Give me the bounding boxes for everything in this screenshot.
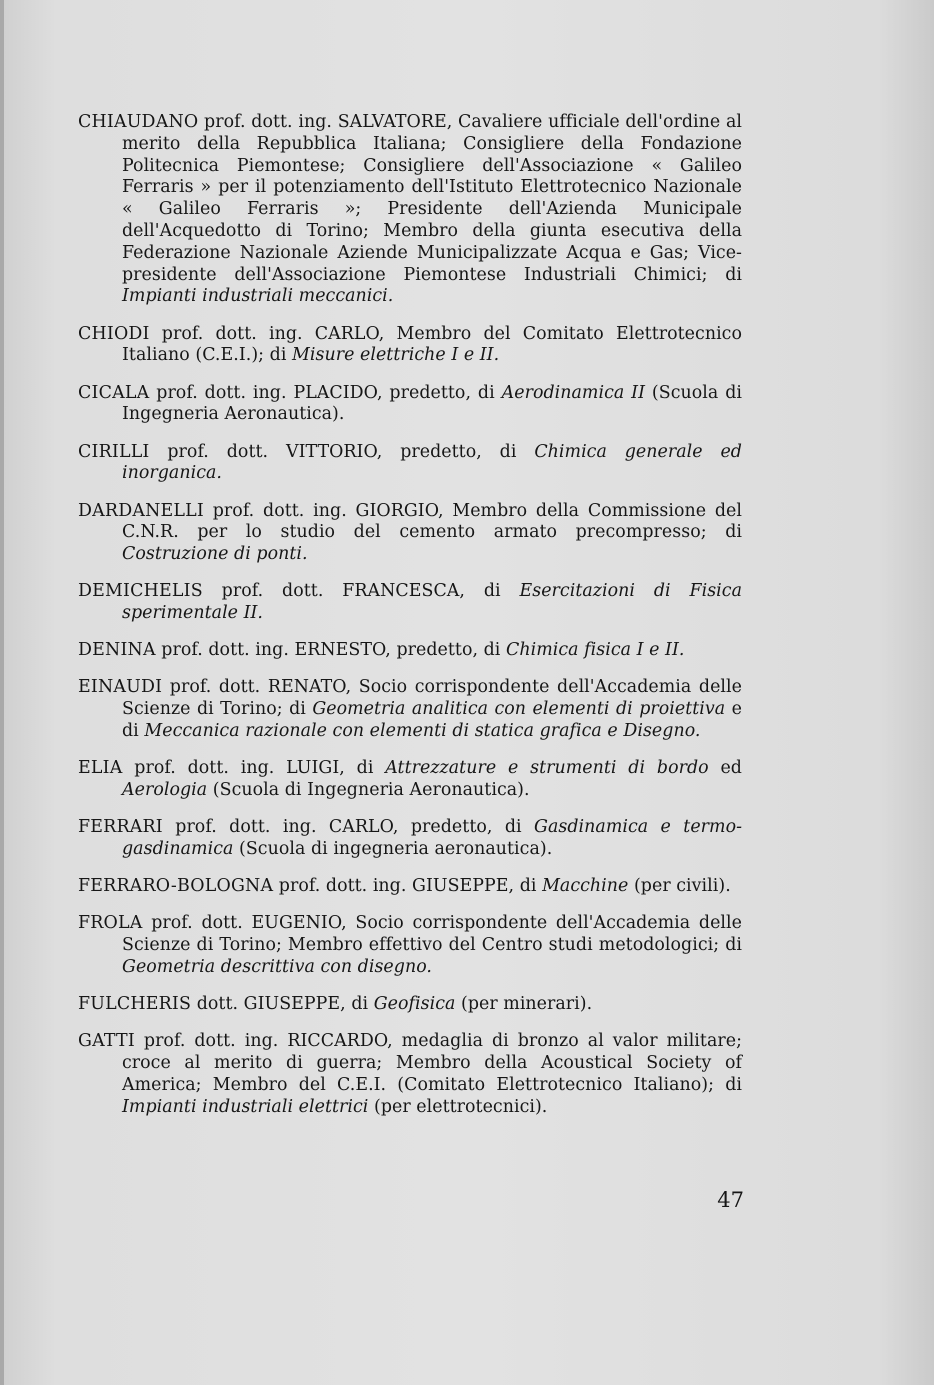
entry-ferraro-bologna <box>78 876 742 898</box>
entry-fulcheris <box>78 994 742 1016</box>
entry-text: prof. dott. EUGENIO, Socio corrispondente dell'Accademia delle Scienze di Torino; Membro effettivo del Centro studi metodologici; di <box>122 913 742 956</box>
entry-subject: Impianti industriali meccanici. <box>122 286 394 307</box>
entry-text-after: e di <box>122 699 742 742</box>
entry-subject: Impianti industriali elettrici <box>122 1096 369 1117</box>
entry-text-after: (Scuola di Ingegneria Aeronautica). <box>122 382 743 425</box>
faculty-list <box>78 112 742 1134</box>
entry-text-tail: (Scuola di Ingegneria Aeronautica). <box>207 780 530 801</box>
entry-text: dott. GIUSEPPE, di <box>191 994 374 1015</box>
entry-text: prof. dott. FRANCESCA, di <box>202 581 520 602</box>
entry-gatti <box>78 1031 742 1118</box>
entry-text: prof. dott. ing. CARLO, Membro del Comitato Elettrotecnico Italiano (C.E.I.); di <box>122 323 742 366</box>
page-edge-shadow <box>0 0 4 1385</box>
entry-text: prof. dott. ing. PLACIDO, predetto, di <box>149 382 502 403</box>
entry-surname: FULCHERIS <box>78 994 192 1015</box>
entry-subject: Macchine <box>542 876 629 897</box>
entry-chiodi <box>78 324 742 368</box>
entry-surname: CHIAUDANO <box>78 112 199 132</box>
entry-text: prof. dott. VITTORIO, predetto, di <box>149 441 535 462</box>
entry-surname: DARDANELLI <box>78 500 204 521</box>
entry-text: prof. dott. ing. GIORGIO, Membro della Commissione del C.N.R. per lo studio del cemento armato precompresso; di <box>122 500 742 543</box>
entry-text-after: ed <box>708 758 742 779</box>
entry-subject: Aerodinamica II <box>501 382 646 403</box>
entry-subject: Gasdinamica e termogasdinamica <box>122 817 742 860</box>
entry-text: prof. dott. ing. GIUSEPPE, di <box>273 876 543 897</box>
entry-text: prof. dott. ing. SALVATORE, Cavaliere ufficiale dell'ordine al merito della Repubblica Italiana; Consigliere della Fondazione Politecnica Piemontese; Consigliere dell'Associazione « Galileo Ferraris » per il potenziamento dell'Istituto Elettrotecnico Nazionale « Galileo Ferraris »; Presidente dell'Azienda Municipale dell'Acquedotto di Torino; Membro della giunta esecutiva della Federazione Nazionale Aziende Municipalizzate Acqua e Gas; Vice-presidente dell'Associazione Piemontese Industriali Chimici; di <box>122 112 742 285</box>
entry-subject: Geometria analitica con elementi di proiettiva <box>312 699 726 720</box>
entry-text: prof. dott. ing. CARLO, predetto, di <box>162 817 535 838</box>
entry-chiaudano <box>78 112 742 308</box>
entry-subject: Chimica generale ed inorganica. <box>122 441 742 484</box>
entry-text-after: (Scuola di ingegneria aeronautica). <box>233 839 553 860</box>
entry-text: prof. dott. RENATO, Socio corrispondente dell'Accademia delle Scienze di Torino; di <box>122 677 742 720</box>
page-number: 47 <box>717 1188 744 1212</box>
entry-surname: EINAUDI <box>78 677 163 698</box>
entry-frola <box>78 913 742 978</box>
entry-cicala <box>78 383 742 427</box>
entry-denina <box>78 640 742 662</box>
entry-surname: CIRILLI <box>78 441 150 462</box>
entry-surname: CICALA <box>78 382 150 403</box>
entry-text: prof. dott. ing. LUIGI, di <box>122 758 386 779</box>
entry-subject-secondary: Meccanica razionale con elementi di statica grafica e Disegno. <box>144 721 701 742</box>
entry-surname: CHIODI <box>78 323 150 344</box>
entry-ferrari <box>78 817 742 861</box>
entry-surname: DEMICHELIS <box>78 581 203 602</box>
entry-subject: Geofisica <box>373 994 456 1015</box>
entry-demichelis <box>78 581 742 625</box>
entry-subject: Esercitazioni di Fisica sperimentale II. <box>122 581 743 624</box>
entry-cirilli <box>78 442 742 486</box>
entry-subject: Costruzione di ponti. <box>122 544 308 565</box>
entry-text-after: (per elettrotecnici). <box>368 1096 548 1117</box>
entry-elia <box>78 758 742 802</box>
entry-subject: Geometria descrittiva con disegno. <box>122 957 432 977</box>
entry-surname: FERRARO-BOLOGNA <box>78 876 274 897</box>
entry-dardanelli <box>78 501 742 566</box>
entry-subject: Attrezzature e strumenti di bordo <box>385 758 709 779</box>
entry-surname: FROLA <box>78 913 143 934</box>
entry-text: prof. dott. ing. ERNESTO, predetto, di <box>155 640 506 661</box>
entry-surname: GATTI <box>78 1031 135 1052</box>
entry-surname: FERRARI <box>78 817 163 838</box>
entry-subject-secondary: Aerologia <box>122 780 208 801</box>
entry-subject: Misure elettriche I e II. <box>292 345 500 366</box>
entry-surname: ELIA <box>78 758 123 779</box>
entry-text-after: (per minerari). <box>455 994 593 1015</box>
entry-subject: Chimica fisica I e II. <box>506 640 685 661</box>
entry-text-after: (per civili). <box>628 876 731 897</box>
entry-surname: DENINA <box>78 640 156 661</box>
entry-text: prof. dott. ing. RICCARDO, medaglia di bronzo al valor militare; croce al merito di guerra; Membro della Acoustical Society of America; Membro del C.E.I. (Comitato Elettrotecnico Italiano); di <box>122 1031 742 1095</box>
entry-einaudi <box>78 677 742 742</box>
